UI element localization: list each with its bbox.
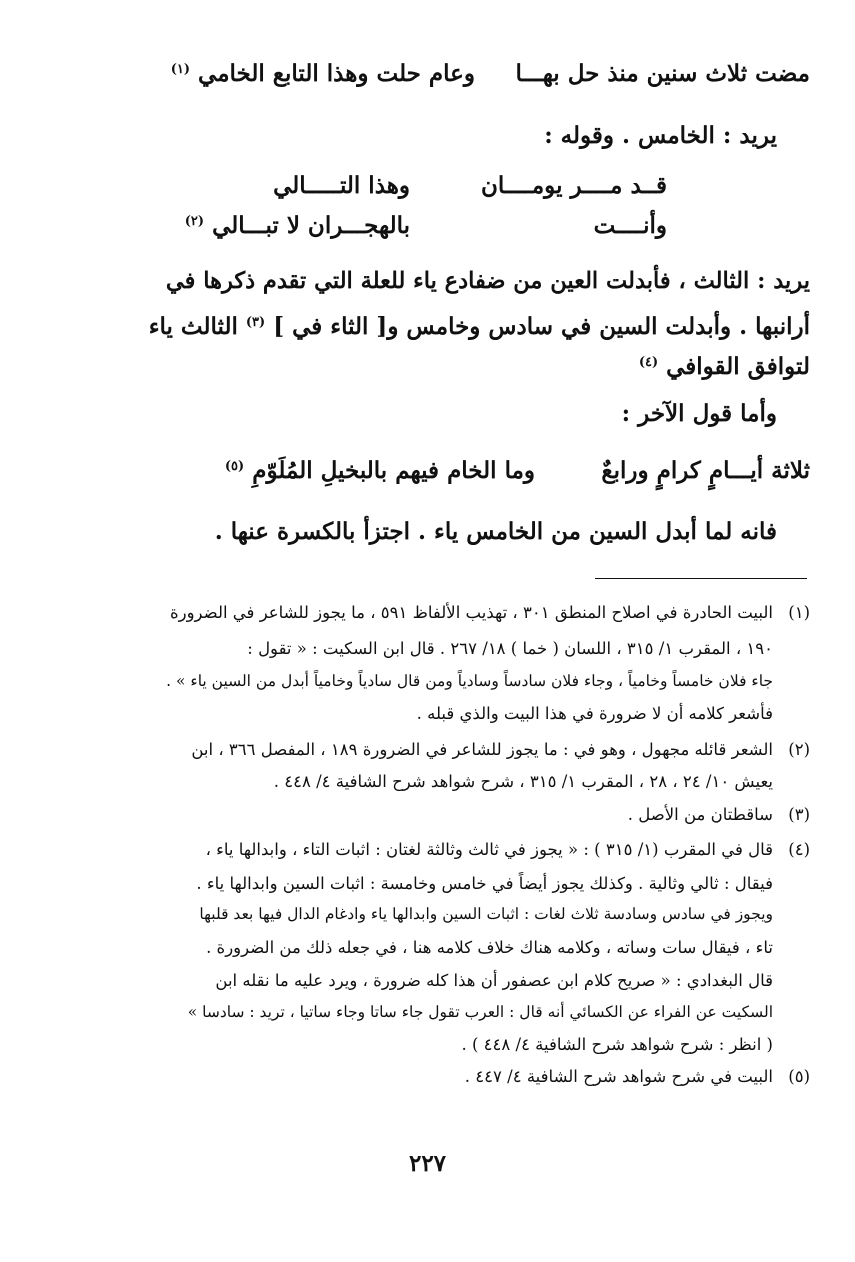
footnote-4-line: تاء ، فيقال سات وساته ، وكلامه هناك خلاف كلامه هنا ، في جعله ذلك من الضرورة . (206, 938, 773, 957)
footnote-ref-4: (٤) (638, 355, 659, 370)
footnote-4-line: قال البغدادي : « صريح كلام ابن عصفور أن هذا كله ضرورة ، ويرد عليه ما نقله ابن (215, 971, 773, 990)
footnote-separator (595, 578, 807, 579)
line-other-poet: وأما قول الآخر : (621, 400, 777, 427)
verse2-b-right: وأنــــت (593, 212, 667, 239)
footnote-ref-2: (٢) (184, 214, 205, 229)
verse3-left-text: وما الخام فيهم بالبخيلِ المُلَوّمِ (252, 457, 535, 484)
footnote-4-line: السكيت عن الفراء عن الكسائي أنه قال : العرب تقول جاء ساتا وجاء ساتيا ، تريد : سادسا » (187, 1003, 773, 1021)
line-yurid-khamis: يريد : الخامس . وقوله : (544, 122, 777, 149)
footnote-2-number: (٢) (788, 740, 810, 759)
para1-line1: يريد : الثالث ، فأبدلت العين من ضفادع ياء للعلة التي تقدم ذكرها في (165, 268, 810, 294)
para1-line2-b: الثالث ياء (148, 313, 238, 340)
line-explanation: فانه لما أبدل السين من الخامس ياء . اجتزأ بالكسرة عنها . (214, 518, 777, 545)
para1-line3 (639, 353, 810, 380)
footnote-1-line: ١٩٠ ، المقرب ١/ ٣١٥ ، اللسان ( خما ) ١٨/ ٢٦٧ . قال ابن السكيت : « تقول : (247, 639, 773, 658)
verse2-a-right: قــد مــــر يومــــان (481, 172, 667, 199)
footnote-ref-1: (١) (170, 62, 191, 77)
footnote-4-line: ( انظر : شرح شواهد شرح الشافية ٤/ ٤٤٨ ) . (461, 1035, 773, 1054)
verse2-b-left (185, 212, 410, 239)
footnote-ref-3: (٣) (245, 315, 266, 330)
footnote-1-number: (١) (788, 603, 810, 622)
footnote-5-number: (٥) (788, 1067, 810, 1086)
footnote-3-line: ساقطتان من الأصل . (627, 805, 773, 824)
verse3-right-hemistich: ثلاثة أيـــامٍ كرامٍ ورابعٌ (601, 457, 810, 484)
footnote-1-line: فأشعر كلامه أن لا ضرورة في هذا البيت والذي قبله . (416, 704, 773, 723)
footnote-1-line: البيت الحادرة في اصلاح المنطق ٣٠١ ، تهذيب الألفاظ ٥٩١ ، ما يجوز للشاعر في الضرورة (169, 603, 773, 622)
verse3-left-hemistich (225, 457, 535, 484)
verse1-right-hemistich: مضت ثلاث سنين منذ حل بهـــا (515, 60, 810, 87)
verse1-left-hemistich (171, 60, 475, 87)
para1-line2-a: أرانبها . وأبدلت السين في سادس وخامس و[ الثاء في ] (273, 313, 810, 340)
footnote-ref-5: (٥) (224, 459, 245, 474)
footnote-4-line: فيقال : ثالي وثالية . وكذلك يجوز أيضاً في خامس وخامسة : اثبات السين وابدالها ياء . (196, 874, 773, 893)
footnote-4-number: (٤) (788, 840, 810, 859)
verse2-b-left-text: بالهجـــران لا تبـــالي (212, 212, 410, 239)
footnote-2-line: الشعر قائله مجهول ، وهو في : ما يجوز للشاعر في الضرورة ١٨٩ ، المفصل ٣٦٦ ، ابن (191, 740, 773, 759)
verse2-a-left: وهذا التـــــالي (273, 172, 410, 199)
footnote-4-line: قال في المقرب (١/ ٣١٥ ) : « يجوز في ثالث وثالثة لغتان : اثبات التاء ، وابدالها ياء ، (205, 840, 773, 859)
footnote-3-number: (٣) (788, 805, 810, 824)
footnote-5-line: البيت في شرح شواهد شرح الشافية ٤/ ٤٤٧ . (464, 1067, 773, 1086)
footnote-4-line: ويجوز في سادس وسادسة ثلاث لغات : اثبات السين وابدالها ياء وادغام الدال فيها بعد قلبها (199, 905, 773, 923)
para1-line2 (149, 313, 810, 340)
verse1-left-text: وعام حلت وهذا التابع الخامي (198, 60, 475, 87)
footnote-2-line: يعيش ١٠/ ٢٤ ، ٢٨ ، المقرب ١/ ٣١٥ ، شرح شواهد شرح الشافية ٤/ ٤٤٨ . (273, 772, 773, 791)
para1-line3-text: لتوافق القوافي (666, 353, 810, 380)
page-number: ٢٢٧ (408, 1150, 447, 1177)
footnote-1-line: جاء فلان خامساً وخامياً ، وجاء فلان سادساً وسادياً ومن قال سادياً وخامياً أبدل من السين ياء » . (166, 672, 773, 690)
